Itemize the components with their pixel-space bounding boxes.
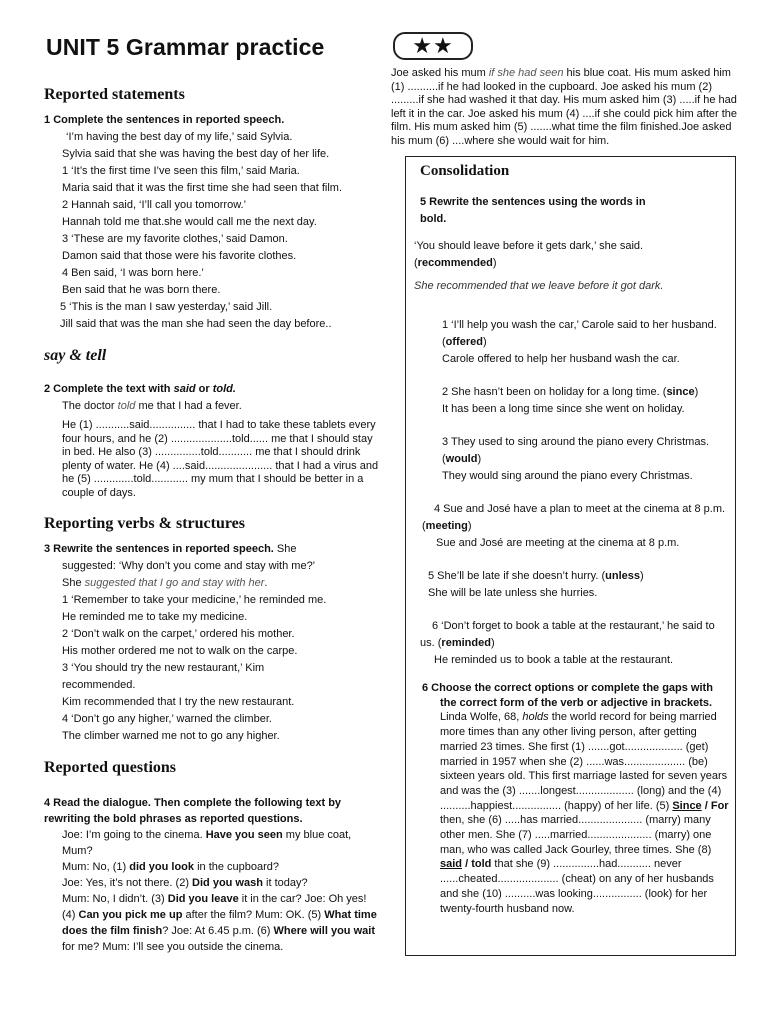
question-phrase: Did you leave bbox=[167, 892, 239, 905]
example-text: . bbox=[264, 576, 268, 589]
question-phrase: Where will you wait bbox=[273, 924, 375, 937]
item-question: 3 They used to sing around the piano every Christmas. (would) bbox=[442, 436, 710, 465]
section-heading-say-tell: say & tell bbox=[44, 347, 107, 364]
statement-line: 5 ‘This is the man I saw yesterday,’ said Jill. bbox=[60, 301, 273, 313]
item-keyword: since bbox=[666, 386, 695, 398]
item-question: 4 Sue and José have a plan to meet at the cinema at 8 p.m. (meeting) bbox=[422, 503, 726, 532]
dialogue-text: in the cupboard? bbox=[194, 860, 280, 873]
question-text: 3 They used to sing around the piano every Christmas. bbox=[442, 436, 710, 448]
exercise-3-example bbox=[40, 575, 380, 592]
consolidation-item bbox=[414, 317, 729, 368]
statement-line: Jill said that was the man she had seen the day before.. bbox=[60, 318, 332, 330]
item-keyword: unless bbox=[605, 570, 640, 582]
reporting-line: 3 ‘You should try the new restaurant,’ Kim bbox=[62, 661, 265, 674]
dialogue-text: it today? bbox=[262, 876, 308, 889]
reporting-line: He reminded me to take my medicine. bbox=[62, 610, 248, 623]
answer-text: his blue coat. His mum asked him (1) ..........if he had looked in the cupboard. Joe asked his mum (2) .........if she had washed it that day. His mum asked him (3) .....if he had left it in the car. Joe asked his mum (4) ....if she could pick him after the film. His mum asked him (5) .......what time the film finished.Joe asked his mum (6) ....where she would wait for him. bbox=[391, 67, 738, 147]
example-answer: She recommended that we leave before it got dark. bbox=[414, 280, 664, 292]
reporting-line: 4 ‘Don’t go any higher,’ warned the climber. bbox=[62, 712, 272, 725]
statement-line: 3 ‘These are my favorite clothes,’ said Damon. bbox=[62, 233, 288, 245]
dialogue-line bbox=[62, 875, 380, 891]
option-separator: / bbox=[462, 858, 472, 871]
item-keyword: offered bbox=[445, 336, 483, 348]
exercise-3-instruction bbox=[44, 541, 380, 558]
question-phrase: Have you seen bbox=[205, 828, 283, 841]
instruction-text: 3 Rewrite the sentences in reported speech. bbox=[44, 542, 274, 555]
item-answer: She will be late unless she hurries. bbox=[428, 587, 598, 599]
statement-line: 4 Ben said, ‘I was born here.’ bbox=[62, 267, 204, 279]
instruction-text: 6 Choose the correct options or complete the gaps with the correct form of the verb or adjective in brackets. bbox=[422, 682, 713, 709]
option-separator: / bbox=[701, 799, 711, 812]
section-heading-reported-questions: Reported questions bbox=[44, 758, 177, 776]
item-question: 5 She’ll be late if she doesn’t hurry. (unless) bbox=[428, 570, 644, 582]
consolidation-content bbox=[414, 163, 729, 916]
statement-line: Hannah told me that.she would call me the next day. bbox=[62, 216, 317, 228]
question-text: 2 She hasn’t been on holiday for a long time. bbox=[442, 386, 660, 398]
consolidation-box bbox=[405, 156, 736, 956]
question-phrase: What time does the film finish bbox=[62, 908, 377, 937]
dialogue-line bbox=[62, 891, 380, 955]
dialogue-text: after the film? Mum: OK. (5) bbox=[182, 908, 325, 921]
instruction-text: She bbox=[273, 542, 297, 555]
dialogue-line bbox=[62, 859, 380, 875]
statement-line: Damon said that those were his favorite clothes. bbox=[62, 250, 297, 262]
question-text: 6 ‘Don’t forget to book a table at the restaurant,’ he said to us. bbox=[420, 620, 715, 649]
example-answer: if she had seen bbox=[488, 67, 564, 79]
instruction-text: 4 Read the dialogue. Then complete the following text by rewriting the bold phrases as reported questions. bbox=[44, 796, 342, 825]
exercise-2-instruction bbox=[44, 381, 380, 398]
question-text: 1 ‘I’ll help you wash the car,’ Carole said to her husband. bbox=[442, 319, 717, 331]
example-answer: suggested that I go and stay with her bbox=[84, 576, 265, 589]
item-keyword: would bbox=[445, 453, 478, 465]
dialogue-text: Mum: No, I didn’t. (3) bbox=[62, 892, 168, 905]
dialogue-text: Joe: Yes, it’s not there. (2) bbox=[62, 876, 193, 889]
question-text: 4 Sue and José have a plan to meet at the cinema at 8 p.m. bbox=[434, 503, 726, 515]
example-text: me that I had a fever. bbox=[135, 400, 242, 412]
exercise-5-instruction: 5 Rewrite the sentences using the words in bold. bbox=[420, 196, 646, 225]
consolidation-item bbox=[414, 568, 729, 602]
difficulty-stars-badge: ★★ bbox=[393, 32, 473, 60]
dialogue-text: Joe: I’m going to the cinema. bbox=[62, 828, 206, 841]
item-question: 2 She hasn’t been on holiday for a long time. (since) bbox=[442, 386, 699, 398]
task-text: then, she (6) .....has married..................... (marry) many other men. She (7) .....married..................... (marry) one man, who was called Jack Gourley, three times. She (8) bbox=[440, 814, 712, 856]
consolidation-item bbox=[414, 384, 729, 418]
exercise-4-answer-text bbox=[391, 67, 741, 149]
exercise-1-lines bbox=[40, 129, 380, 333]
reporting-line: Kim recommended that I try the new restaurant. bbox=[62, 695, 295, 708]
section-heading-reported-statements: Reported statements bbox=[44, 86, 185, 103]
exercise-5-items bbox=[414, 317, 729, 669]
example-answer: holds bbox=[522, 711, 549, 724]
dialogue-text: my blue coat, Mum? bbox=[62, 828, 352, 857]
example-answer: told bbox=[117, 400, 136, 412]
option-for: For bbox=[710, 799, 729, 812]
exercise-4-instruction bbox=[40, 795, 380, 827]
exercise-6-text bbox=[422, 681, 729, 916]
reporting-line: recommended. bbox=[62, 678, 136, 691]
consolidation-item bbox=[414, 434, 729, 485]
exercise-2-example bbox=[40, 398, 380, 415]
question-text: 5 She’ll be late if she doesn’t hurry. bbox=[428, 570, 599, 582]
statement-line: Ben said that he was born there. bbox=[62, 284, 221, 296]
statement-line: ‘I’m having the best day of my life,’ said Sylvia. bbox=[66, 131, 293, 143]
exercise-2-paragraph: He (1) ...........said............... that I had to take these tablets every four hours, and he (2) ....................told...... me that I should stay in bed. He also (3) ...............told........... me that I should drink plenty of water. He (4) ....said...................... that I had a virus and he (5) .............told............ my mum that I should be better in a couple of days. bbox=[62, 419, 379, 499]
example-keyword: recommended bbox=[417, 257, 493, 269]
dialogue-text: it in the car? Joe: Oh yes! (4) bbox=[62, 892, 367, 921]
option-told: told bbox=[471, 858, 492, 871]
exercise-3-line: suggested: ‘Why don’t you come and stay with me?’ bbox=[62, 559, 316, 572]
word-told: told. bbox=[212, 383, 236, 395]
left-column bbox=[40, 80, 380, 955]
exercise-3-lines bbox=[40, 592, 380, 745]
dialogue-text: for me? Mum: I’ll see you outside the cinema. bbox=[62, 940, 284, 953]
page-title: UNIT 5 Grammar practice bbox=[46, 34, 325, 60]
task-text: the world record for being married more times than any other living person, after getting married 23 times. She first (1) .......got................... (get) married in 1957 when she (2) ......was.................... (be) sixteen years old. This first marriage lasted for seven years and was the (3) .......longest................... (long) and the (4) ..........happiest................ (happy) of her life. (5) bbox=[440, 711, 728, 812]
word-or: or bbox=[195, 383, 213, 395]
statement-line: Sylvia said that she was having the best day of her life. bbox=[62, 148, 330, 160]
exercise-4-dialogue bbox=[40, 827, 380, 955]
option-said: said bbox=[440, 858, 463, 871]
item-keyword: meeting bbox=[425, 520, 468, 532]
statement-line: 1 ‘It’s the first time I’ve seen this film,’ said Maria. bbox=[62, 165, 300, 177]
item-question: 6 ‘Don’t forget to book a table at the restaurant,’ he said to us. (reminded) bbox=[420, 620, 715, 649]
question-phrase: did you look bbox=[129, 860, 195, 873]
consolidation-item bbox=[414, 618, 729, 669]
task-text: Linda Wolfe, 68, bbox=[440, 711, 523, 724]
dialogue-text: ? Joe: At 6.45 p.m. (6) bbox=[162, 924, 274, 937]
exercise-6 bbox=[414, 681, 729, 916]
item-answer: Carole offered to help her husband wash the car. bbox=[442, 353, 680, 365]
word-said: said bbox=[173, 383, 196, 395]
item-answer: Sue and José are meeting at the cinema at 8 p.m. bbox=[436, 537, 680, 549]
dialogue-line bbox=[62, 827, 380, 859]
option-since: Since bbox=[672, 799, 702, 812]
exercise-5-example bbox=[414, 238, 729, 295]
item-answer: It has been a long time since she went on holiday. bbox=[442, 403, 685, 415]
statement-line: 2 Hannah said, ‘I’ll call you tomorrow.’ bbox=[62, 199, 247, 211]
item-keyword: reminded bbox=[441, 637, 491, 649]
exercise-1-instruction bbox=[44, 112, 380, 129]
statement-line: Maria said that it was the first time she had seen that film. bbox=[62, 182, 343, 194]
exercise-number: 1 bbox=[44, 114, 51, 126]
example-keyword-line: (recommended) bbox=[414, 257, 497, 269]
question-phrase: Did you wash bbox=[192, 876, 263, 889]
instruction-text: 2 Complete the text with bbox=[44, 383, 174, 395]
item-answer: They would sing around the piano every Christmas. bbox=[442, 470, 693, 482]
example-question: ‘You should leave before it gets dark,’ she said. bbox=[414, 240, 644, 252]
dialogue-text: Mum: No, (1) bbox=[62, 860, 130, 873]
reporting-line: The climber warned me not to go any higher. bbox=[62, 729, 280, 742]
reporting-line: 2 ‘Don’t walk on the carpet,’ ordered his mother. bbox=[62, 627, 295, 640]
item-question: 1 ‘I’ll help you wash the car,’ Carole said to her husband. (offered) bbox=[442, 319, 717, 348]
answer-text: Joe asked his mum bbox=[391, 67, 489, 79]
example-text: She bbox=[62, 576, 85, 589]
reporting-line: 1 ‘Remember to take your medicine,’ he reminded me. bbox=[62, 593, 327, 606]
task-text: that she (9) ...............had........... never ......cheated.................... (cheat) on any of her husbands and she (10) ..........was looking................ (look) for her twenty-fourth husband now. bbox=[440, 858, 714, 915]
question-phrase: Can you pick me up bbox=[78, 908, 183, 921]
item-answer: He reminded us to book a table at the restaurant. bbox=[434, 654, 674, 666]
example-text: The doctor bbox=[62, 400, 118, 412]
instruction-text: Complete the sentences in reported speech. bbox=[53, 114, 285, 126]
section-heading-reporting-verbs: Reporting verbs & structures bbox=[44, 514, 246, 532]
reporting-line: His mother ordered me not to walk on the carpe. bbox=[62, 644, 298, 657]
consolidation-item bbox=[414, 501, 729, 552]
section-heading-consolidation: Consolidation bbox=[420, 163, 510, 179]
